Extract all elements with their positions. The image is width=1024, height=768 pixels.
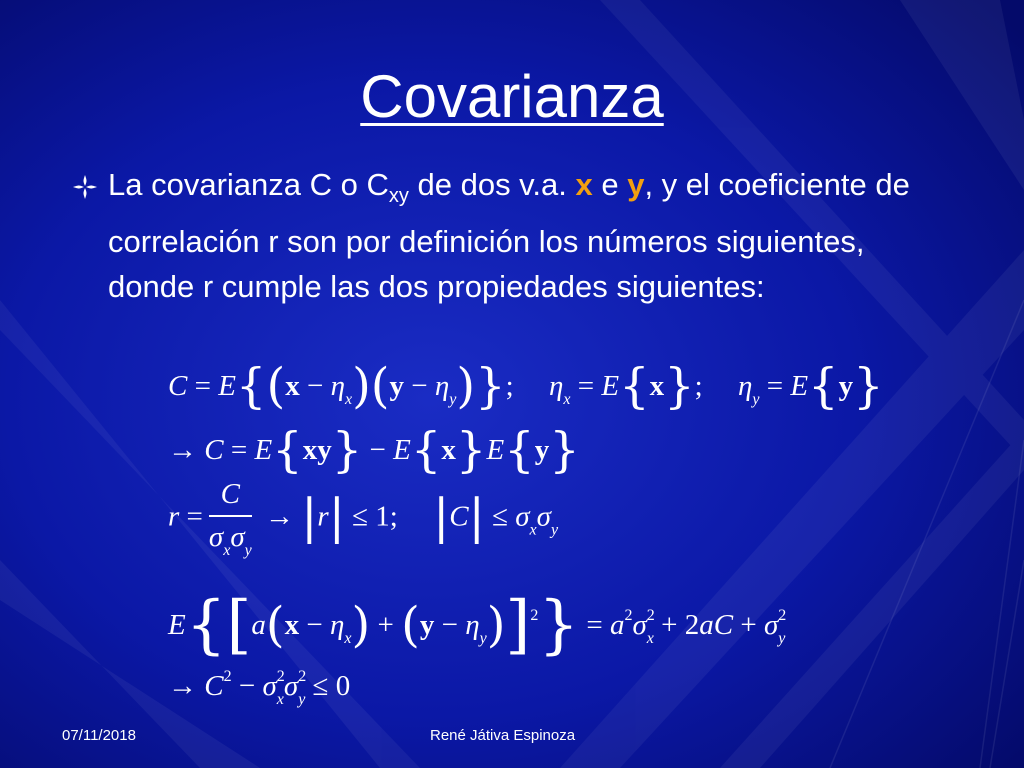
equation-expectation-square: $E\{[a(x - \eta_x) + (y - \eta_y)]^2\} = a^2\sigma^2_x + 2aC + \sigma^2_y$: [168, 588, 787, 662]
bullet-part2: de dos v.a.: [408, 167, 576, 202]
footer-author: René Játiva Espinoza: [430, 727, 576, 744]
cxy-subscript: xy: [388, 185, 409, 208]
equation-correlation-coefficient: r = $\frac{C}{\sigma_x\sigma_y}$ → |r| ≤ 1; $|C| \le \sigma_x\sigma_y$: [168, 478, 559, 559]
variable-y: y: [627, 167, 645, 202]
slide-title: Covarianza: [360, 63, 664, 130]
bullet-text: [108, 162, 938, 309]
footer-date: 07/11/2018: [62, 727, 136, 744]
variable-x: x: [575, 167, 593, 202]
bullet-part3: , y el coeficiente de correlación r son por definición los números siguientes, donde r cumple las dos propiedades siguientes:: [108, 167, 910, 305]
diamond-bullet-icon: [70, 172, 100, 202]
equation-inequality: → $C^2 - \sigma^2_x\sigma^2_y \le 0$: [168, 668, 351, 708]
bullet-intro: La covarianza C o C: [108, 167, 389, 202]
equation-covariance-expansion: → C = E{xy} − E{x}E{y}: [168, 422, 580, 478]
bullet-and: e: [592, 167, 628, 202]
equation-covariance-definition: $C = E\{(x - \eta_x)(y - \eta_y)\}$; $\eta_x = E\{x\}$; $\eta_y = E\{y\}$: [168, 358, 884, 414]
